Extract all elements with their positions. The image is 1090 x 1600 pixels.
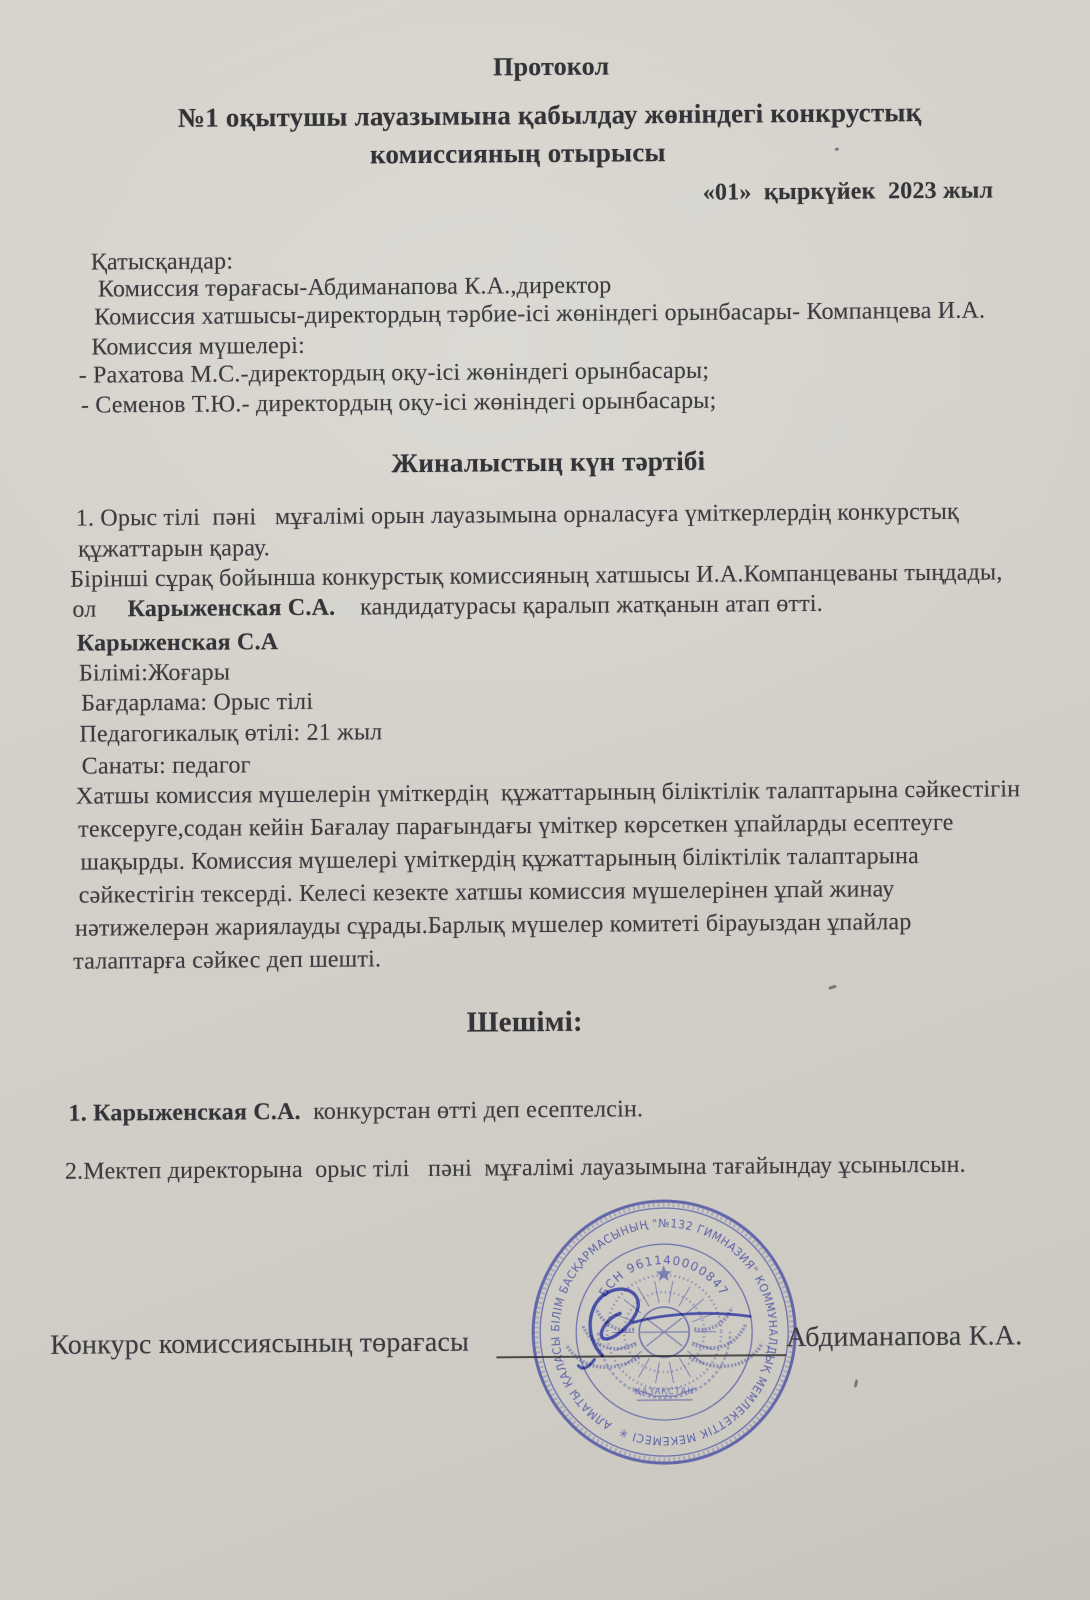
candidate-experience: Педагогикалық өтілі: 21 жыл bbox=[79, 719, 383, 748]
stamp-bin-number: БСН 961140000847 bbox=[596, 1252, 732, 1300]
agenda-line4-prefix: ол bbox=[72, 596, 128, 623]
candidate-education: Білімі:Жоғары bbox=[78, 659, 231, 687]
participant-chairman: Комиссия төрағасы-Абдиманапова К.А.,директор bbox=[97, 272, 612, 303]
decision-item-1 bbox=[68, 1096, 643, 1128]
body-paragraph-line: шақырды. Комиссия мүшелері үміткердің құжаттарының біліктілік талаптарына bbox=[80, 843, 920, 876]
stamp-emblem-caption: ҚАЗАҚСТАН bbox=[634, 1386, 695, 1398]
body-paragraph-line: тексеруге,содан кейін Бағалау парағындағы үміткер көрсеткен ұпайларды есептеуге bbox=[78, 809, 954, 843]
body-paragraph-line: Хатшы комиссия мүшелерін үміткердің құжаттарының біліктілік талаптарына сәйкестігін bbox=[75, 776, 1021, 810]
body-paragraph-line: нәтижелерән жариялауды сұрады.Барлық мүшелер комитеті бірауыздан ұпайлар bbox=[74, 909, 912, 942]
paper-speck bbox=[835, 148, 839, 151]
decision-heading: Шешімі: bbox=[466, 1005, 583, 1039]
participant-member-2: - Семенов Т.Ю.- директордың оқу-ісі жөніндегі орынбасары; bbox=[80, 387, 717, 419]
document-subtitle-line2: комиссияның отырысы bbox=[369, 137, 666, 170]
candidate-name: Карыженская С.А bbox=[76, 629, 279, 657]
svg-text:АЛМАТЫ ҚАЛАСЫ БІЛІМ БАСҚАРМАСЫ: АЛМАТЫ ҚАЛАСЫ БІЛІМ БАСҚАРМАСЫНЫҢ "№132 ГИМНАЗИЯ" КОММУНАЛДЫҚ МЕМЛЕКЕТТІК МЕКЕМЕСІ ✳ bbox=[548, 1216, 781, 1449]
agenda-line3: Бірінші сұрақ бойынша конкурстық комиссияның хатшысы И.А.Компанцеваны тыңдады, bbox=[70, 559, 1003, 593]
participant-secretary: Комиссия хатшысы-директордың тәрбие-ісі жөніндегі орынбасары- Компанцева И.А. bbox=[94, 297, 986, 331]
decision-item-2: 2.Мектеп директорына орыс тілі пәні мұғалімі лауазымына тағайындау ұсынылсын. bbox=[64, 1151, 966, 1185]
candidate-name-inline: Карыженская С.А. bbox=[127, 594, 336, 623]
document-subtitle-line1: №1 оқытушы лауазымына қабылдау жөніндегі конкрустық bbox=[177, 97, 922, 133]
participant-member-1: - Рахатова М.С.-директордың оқу-ісі жөніндегі орынбасары; bbox=[78, 357, 710, 389]
agenda-item1-line1: 1. Орыс тілі пәні мұғалімі орын лауазымына орналасуға үміткерлердің конкурстық bbox=[75, 498, 959, 532]
participants-members-heading: Комиссия мүшелері: bbox=[91, 332, 305, 361]
handwritten-signature bbox=[544, 1266, 845, 1388]
decision-item1-rest: конкурстан өтті деп есептелсін. bbox=[300, 1096, 644, 1125]
agenda-item1-line2: құжаттарын қарау. bbox=[77, 535, 271, 563]
body-paragraph-line: талаптарға сәйкес деп шешті. bbox=[73, 946, 382, 975]
participants-heading: Қатысқандар: bbox=[90, 248, 234, 276]
agenda-line4-suffix: кандидатурасы қаралып жатқанын атап өтті. bbox=[335, 590, 824, 621]
candidate-program: Бағдарлама: Орыс тілі bbox=[81, 688, 314, 717]
signature-label: Конкурс комиссиясының төрағасы bbox=[50, 1326, 470, 1361]
signatory-name: Абдиманапова К.А. bbox=[786, 1320, 1023, 1354]
paper-speck bbox=[854, 1379, 859, 1387]
body-paragraph-line: сәйкестігін тексерді. Келесі кезекте хатшы комиссия мүшелерінен ұпай жинау bbox=[78, 876, 895, 909]
decision-item1-name: 1. Карыженская С.А. bbox=[68, 1098, 301, 1127]
document-title: Протокол bbox=[492, 51, 610, 82]
agenda-line4 bbox=[72, 591, 823, 624]
candidate-category: Санаты: педагог bbox=[81, 752, 251, 780]
document-date: «01» қыркүйек 2023 жыл bbox=[702, 177, 994, 206]
paper-speck bbox=[828, 985, 837, 990]
agenda-heading: Жиналыстың күн тәртібі bbox=[391, 445, 706, 479]
